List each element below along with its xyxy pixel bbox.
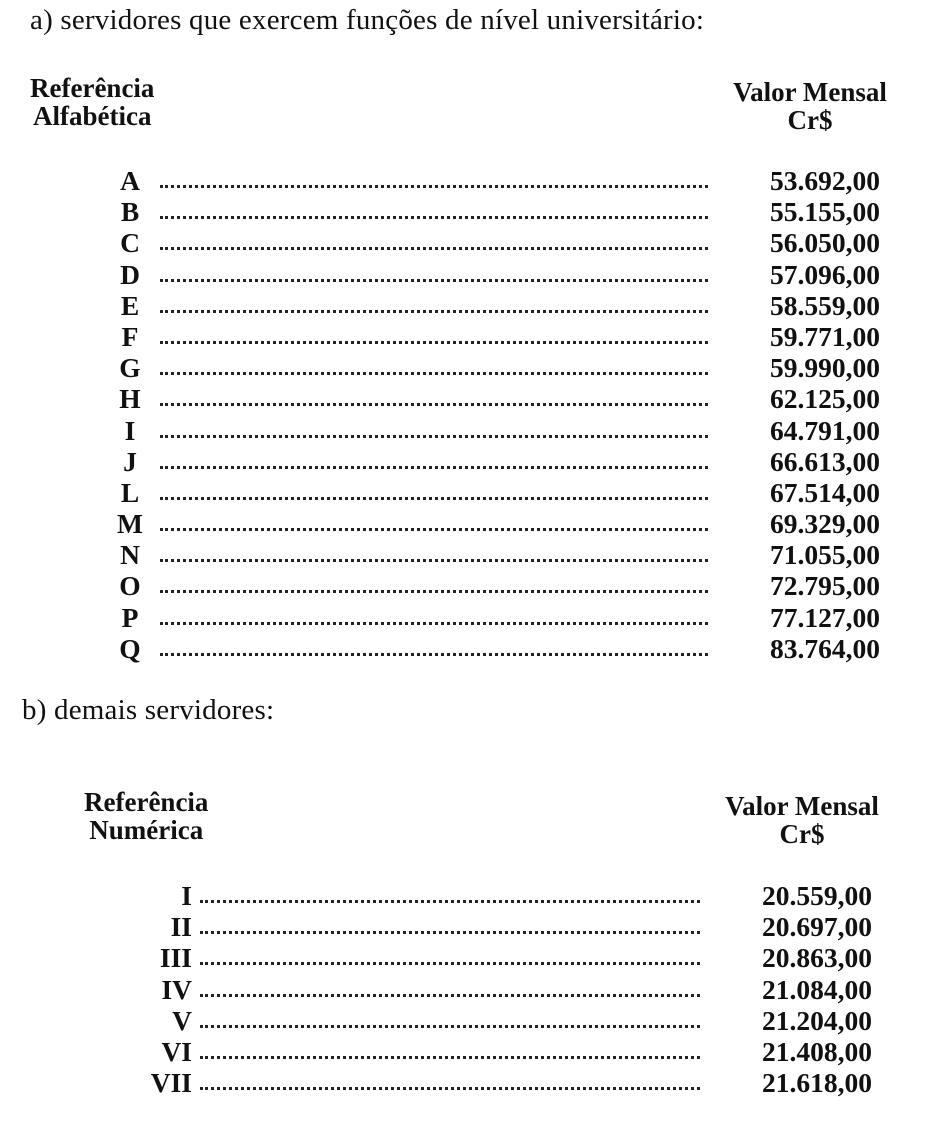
section-a-row [0,570,936,601]
section-a-row [0,259,936,290]
section-b-row-reference: IV [161,973,192,1005]
section-a-row-value: 71.055,00 [770,539,880,571]
section-a-row-value: 83.764,00 [770,632,880,664]
section-a-row [0,227,936,258]
section-a-row-reference: N [120,539,140,571]
section-a-row-dot-leader [160,185,708,188]
section-a-row-reference: F [121,320,139,352]
section-a-row-dot-leader [160,466,708,469]
section-a-row [0,352,936,383]
section-a-row-dot-leader [160,341,708,344]
section-b-row-value: 20.863,00 [762,942,872,974]
section-b-header-right-line1: Valor Mensal [725,791,879,821]
section-b-title: b) demais servidores: [22,694,275,726]
section-b-row-reference: III [159,942,192,974]
section-a-row-reference: A [120,165,140,196]
section-a-row-dot-leader [160,653,708,656]
section-a-row [0,477,936,508]
section-a-row-dot-leader [160,590,708,593]
section-b-row-dot-leader [200,900,700,903]
section-b-row-dot-leader [200,1025,700,1028]
section-b-row-dot-leader [200,1087,700,1090]
section-a-row-dot-leader [160,435,708,438]
section-a-row-value: 59.990,00 [770,352,880,384]
section-a-row [0,446,936,477]
section-a-row-reference: O [119,570,141,602]
section-b-row-value: 21.618,00 [762,1067,872,1099]
section-a-row-value: 56.050,00 [770,227,880,259]
section-a-row-value: 57.096,00 [770,258,880,290]
section-b-row [0,1005,936,1036]
section-a-row-reference: L [120,476,140,508]
section-b-row-dot-leader [200,931,700,934]
section-a-row [0,539,936,570]
section-a-row-reference: H [119,383,141,415]
section-b-header-left-line1: Referência [84,787,209,817]
section-a-row-dot-leader [160,310,708,313]
section-a-row-reference: J [123,445,137,477]
section-a-row [0,633,936,664]
section-a-row-dot-leader [160,247,708,250]
section-a-row-reference: Q [119,632,141,664]
section-a-row [0,321,936,352]
section-a-row-dot-leader [160,528,708,531]
section-b-row-value: 20.559,00 [762,880,872,911]
section-a-row-value: 64.791,00 [770,414,880,446]
section-a-row-value: 66.613,00 [770,445,880,477]
section-a-row-dot-leader [160,216,708,219]
section-b-table [0,880,936,1098]
section-b-row-dot-leader [200,1056,700,1059]
section-a-row [0,290,936,321]
section-a-row [0,165,936,196]
section-a-row-value: 72.795,00 [770,570,880,602]
section-b-header-left-line2: Numérica [89,815,204,845]
section-a-row-value: 53.692,00 [770,165,880,196]
section-a-row-value: 67.514,00 [770,476,880,508]
section-b-row-value: 21.204,00 [762,1004,872,1036]
section-a-row-reference: B [120,196,140,228]
section-b-row-reference: VII [150,1067,192,1099]
section-a-row-reference: D [120,258,140,290]
section-b-row [0,974,936,1005]
section-b-row [0,911,936,942]
section-a-header-left-line2: Alfabética [32,101,152,131]
section-b-row [0,1036,936,1067]
section-a-row-dot-leader [160,559,708,562]
section-b-row-reference: V [172,1004,192,1036]
section-a-header-right-line1: Valor Mensal [733,77,887,107]
section-b-row [0,880,936,911]
section-a-row-value: 69.329,00 [770,508,880,540]
section-a-table [0,165,936,664]
section-a-header-right [706,78,914,134]
section-a-title: a) servidores que exercem funções de nível universitário: [30,4,705,36]
section-a-row [0,383,936,414]
section-a-header-right-line2: Cr$ [787,105,833,135]
section-a-row [0,196,936,227]
section-b-row-dot-leader [200,962,700,965]
section-a-row-dot-leader [160,372,708,375]
section-a-header-left-line1: Referência [30,73,155,103]
section-b-row [0,1067,936,1098]
section-a-row-value: 59.771,00 [770,320,880,352]
section-a-row-dot-leader [160,403,708,406]
section-b-row-reference: VI [161,1035,192,1067]
section-a-row-dot-leader [160,622,708,625]
section-a-row [0,508,936,539]
section-a-row [0,602,936,633]
section-a-row-reference: M [117,508,143,540]
section-a-row-value: 55.155,00 [770,196,880,228]
section-a-row-reference: C [120,227,140,259]
section-b-row-value: 21.408,00 [762,1035,872,1067]
section-a-row-reference: P [121,601,139,633]
section-b-row-reference: I [181,880,192,911]
section-b-row-value: 21.084,00 [762,973,872,1005]
section-b-row-dot-leader [200,994,700,997]
section-a-row-reference: I [124,414,136,446]
section-a-row [0,415,936,446]
section-a-row-reference: G [119,352,141,384]
section-b-header-right [696,792,908,848]
section-a-header-left [30,74,154,130]
section-a-row-dot-leader [160,279,708,282]
section-a-row-value: 77.127,00 [770,601,880,633]
section-a-row-value: 62.125,00 [770,383,880,415]
section-a-row-reference: E [120,289,140,321]
section-b-row [0,942,936,973]
section-b-header-right-line2: Cr$ [779,819,825,849]
section-b-row-reference: II [170,911,192,943]
section-a-row-dot-leader [160,497,708,500]
section-b-header-left [84,788,208,844]
section-b-row-value: 20.697,00 [762,911,872,943]
section-a-row-value: 58.559,00 [770,289,880,321]
